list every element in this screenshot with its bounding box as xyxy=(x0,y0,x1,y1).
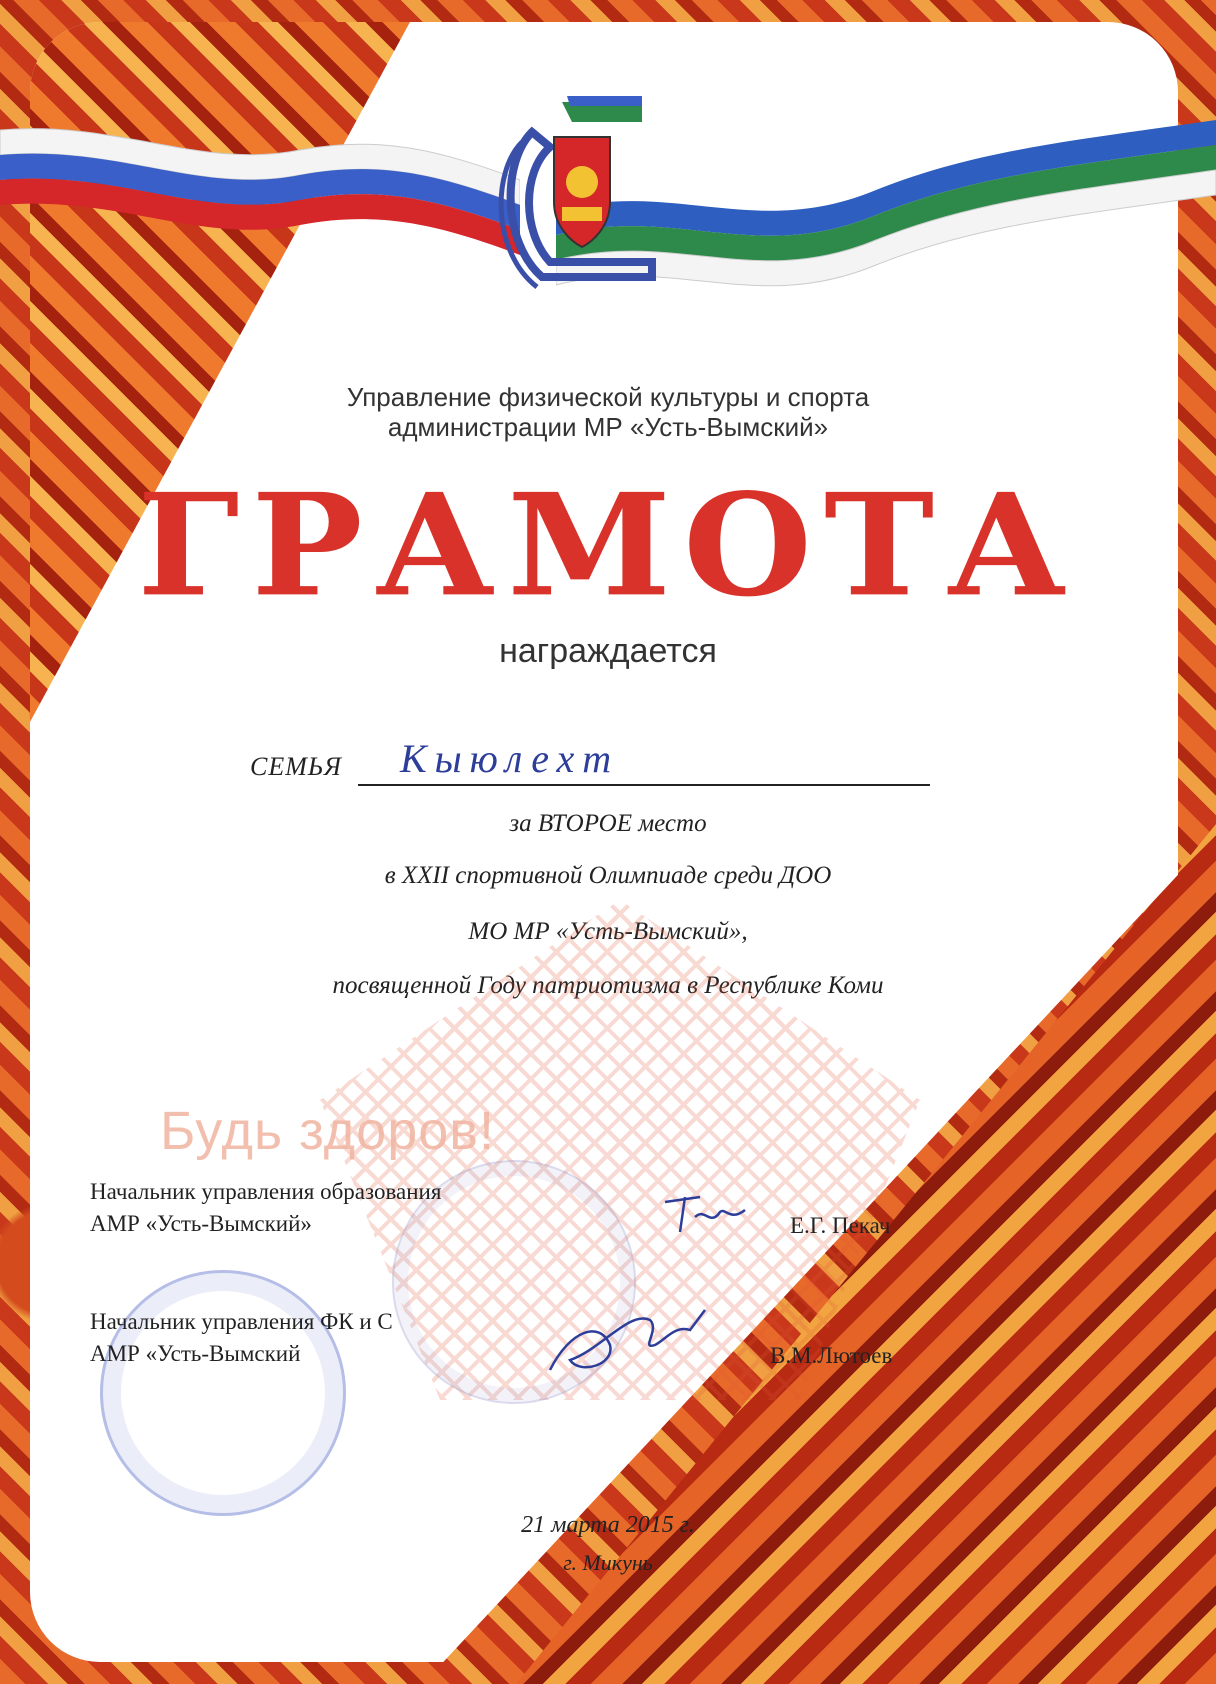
signatory-2-title xyxy=(90,1306,393,1370)
issue-place: г. Микунь xyxy=(563,1550,653,1575)
slogan: Будь здоров! xyxy=(160,1101,495,1161)
awarded-label: награждается xyxy=(499,632,717,670)
signature-1 xyxy=(660,1182,750,1242)
certificate-title: ГРАМОТА xyxy=(137,462,1079,628)
recipient-name: Кыюлехт xyxy=(400,736,620,781)
signatory-2-title-line-1: Начальник управления ФК и С xyxy=(90,1309,393,1334)
russian-flag-ribbon xyxy=(0,110,520,290)
reason-line: посвященной Году патриотизма в Республике Коми xyxy=(332,972,884,999)
recipient-row xyxy=(250,738,930,786)
signatory-1-title xyxy=(90,1176,441,1240)
recipient-label: СЕМЬЯ xyxy=(250,752,342,781)
reason-line: за ВТОРОЕ место xyxy=(509,810,707,837)
org-line-1: Управление физической культуры и спорта xyxy=(346,382,870,412)
organization-name xyxy=(0,382,1216,442)
org-line-2: администрации МР «Усть-Вымский» xyxy=(387,412,829,442)
reason-line: МО МР «Усть-Вымский», xyxy=(468,918,748,945)
signature-2 xyxy=(540,1290,710,1400)
signatory-1-name: Е.Г. Пекач xyxy=(790,1213,891,1238)
signatory-2-title-line-2: АМР «Усть-Вымский xyxy=(90,1341,301,1366)
reason-line: в XXII спортивной Олимпиаде среди ДОО xyxy=(384,862,832,889)
issue-date: 21 марта 2015 г. xyxy=(521,1512,695,1538)
signatory-1-title-line-1: Начальник управления образования xyxy=(90,1179,442,1204)
signatory-2-name: В.М.Лютоев xyxy=(770,1343,893,1368)
signatory-1-title-line-2: АМР «Усть-Вымский» xyxy=(90,1211,312,1236)
recipient-underline xyxy=(358,784,930,786)
sports-emblem xyxy=(492,92,660,290)
